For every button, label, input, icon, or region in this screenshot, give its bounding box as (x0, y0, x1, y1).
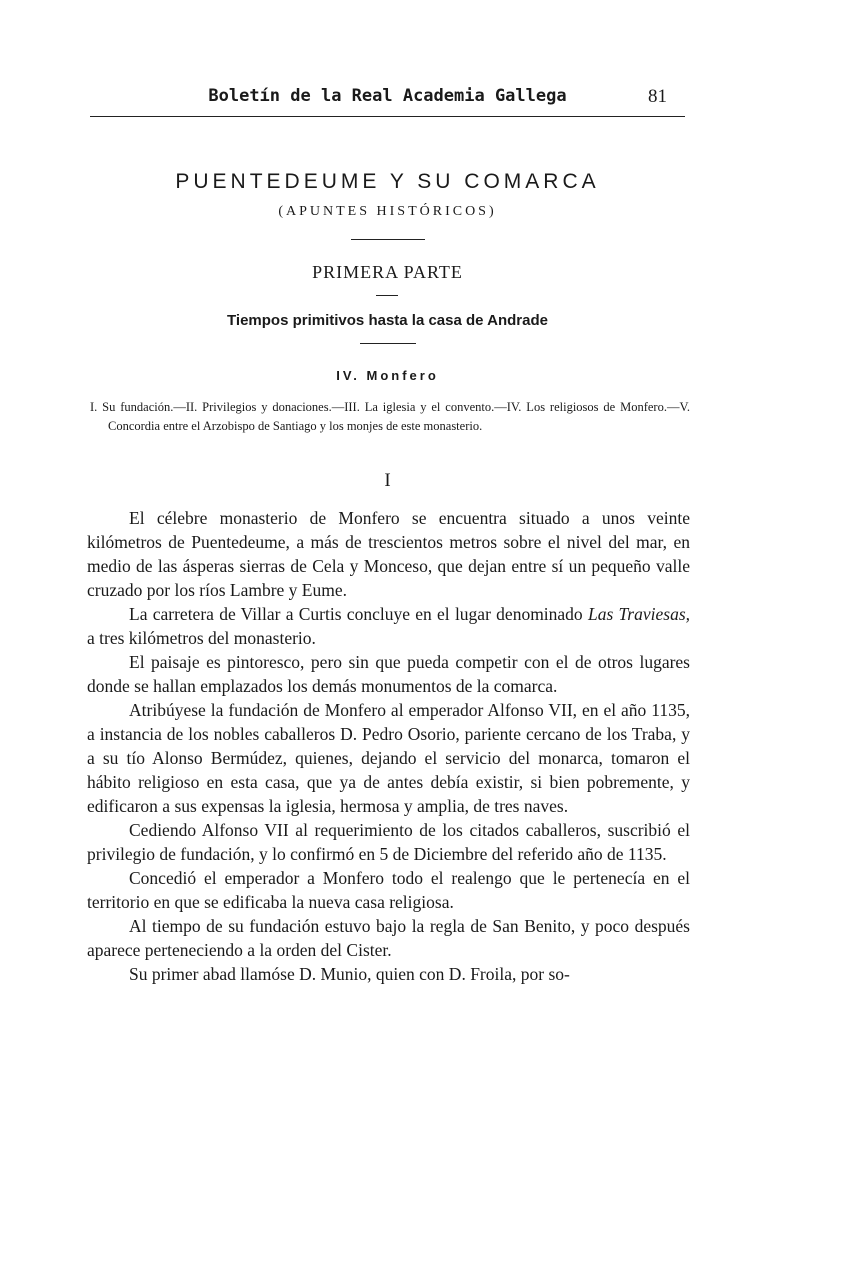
paragraph: El célebre monasterio de Monfero se encuentra situado a unos veinte kilómetros de Puentedeume, a más de trescientos metros sobre el nivel del mar, en medio de las ásperas sierras de Cela y Monceso, que dejan entre sí un pequeño valle cruzado por los ríos Lambre y Eume. (87, 508, 690, 600)
paragraph: Atribúyese la fundación de Monfero al emperador Alfonso VII, en el año 1135, a instancia de los nobles caballeros D. Pedro Osorio, pariente cercano de los Traba, y a su tío Alonso Bermúdez, quienes, dejando el servicio del monarca, tomaron el hábito religioso en esta casa, que ya de antes debía existir, si bien pobremente, y edificaron a sus expensas la iglesia, hermosa y amplia, de tres naves. (87, 700, 690, 816)
paragraph-text: a tres kilómetros del monasterio. (87, 628, 316, 648)
body-text (87, 506, 690, 986)
page-number: 81 (648, 86, 667, 107)
divider-rule (376, 295, 398, 296)
divider-rule (360, 343, 416, 344)
chapter-title: IV. Monfero (336, 368, 439, 383)
running-header (90, 84, 685, 117)
part-title: PRIMERA PARTE (312, 262, 463, 282)
paragraph-text: La carretera de Villar a Curtis concluye en el lugar denominado (129, 604, 588, 624)
section-title: Tiempos primitivos hasta la casa de Andrade (227, 312, 548, 329)
summary-text: I. Su fundación.—II. Privilegios y donaciones.—III. La iglesia y el convento.—IV. Los religiosos de Monfero.—V. Concordia entre el Arzobispo de Santiago y los monjes de este monasterio. (90, 400, 690, 433)
paragraph: Al tiempo de su fundación estuvo bajo la regla de San Benito, y poco después aparece perteneciendo a la orden del Cister. (87, 916, 690, 960)
journal-title: Boletín de la Real Academia Gallega (208, 86, 567, 106)
article-title: PUENTEDEUME Y SU COMARCA (175, 170, 600, 193)
paragraph: Cediendo Alfonso VII al requerimiento de los citados caballeros, suscribió el privilegio de fundación, y lo confirmó en 5 de Diciembre del referido año de 1135. (87, 820, 690, 864)
paragraph (87, 602, 690, 650)
divider-rule (351, 239, 425, 240)
chapter-summary (90, 398, 690, 436)
article-subtitle: (APUNTES HISTÓRICOS) (278, 204, 497, 219)
section-number: I (384, 470, 391, 491)
paragraph: Su primer abad llamóse D. Munio, quien con D. Froila, por so- (129, 964, 570, 984)
place-name-italic: Las Traviesas, (587, 604, 691, 624)
paragraph: Concedió el emperador a Monfero todo el realengo que le pertenecía en el territorio en que se edificaba la nueva casa religiosa. (87, 868, 690, 912)
paragraph: El paisaje es pintoresco, pero sin que pueda competir con el de otros lugares donde se hallan emplazados los demás monumentos de la comarca. (87, 652, 690, 696)
